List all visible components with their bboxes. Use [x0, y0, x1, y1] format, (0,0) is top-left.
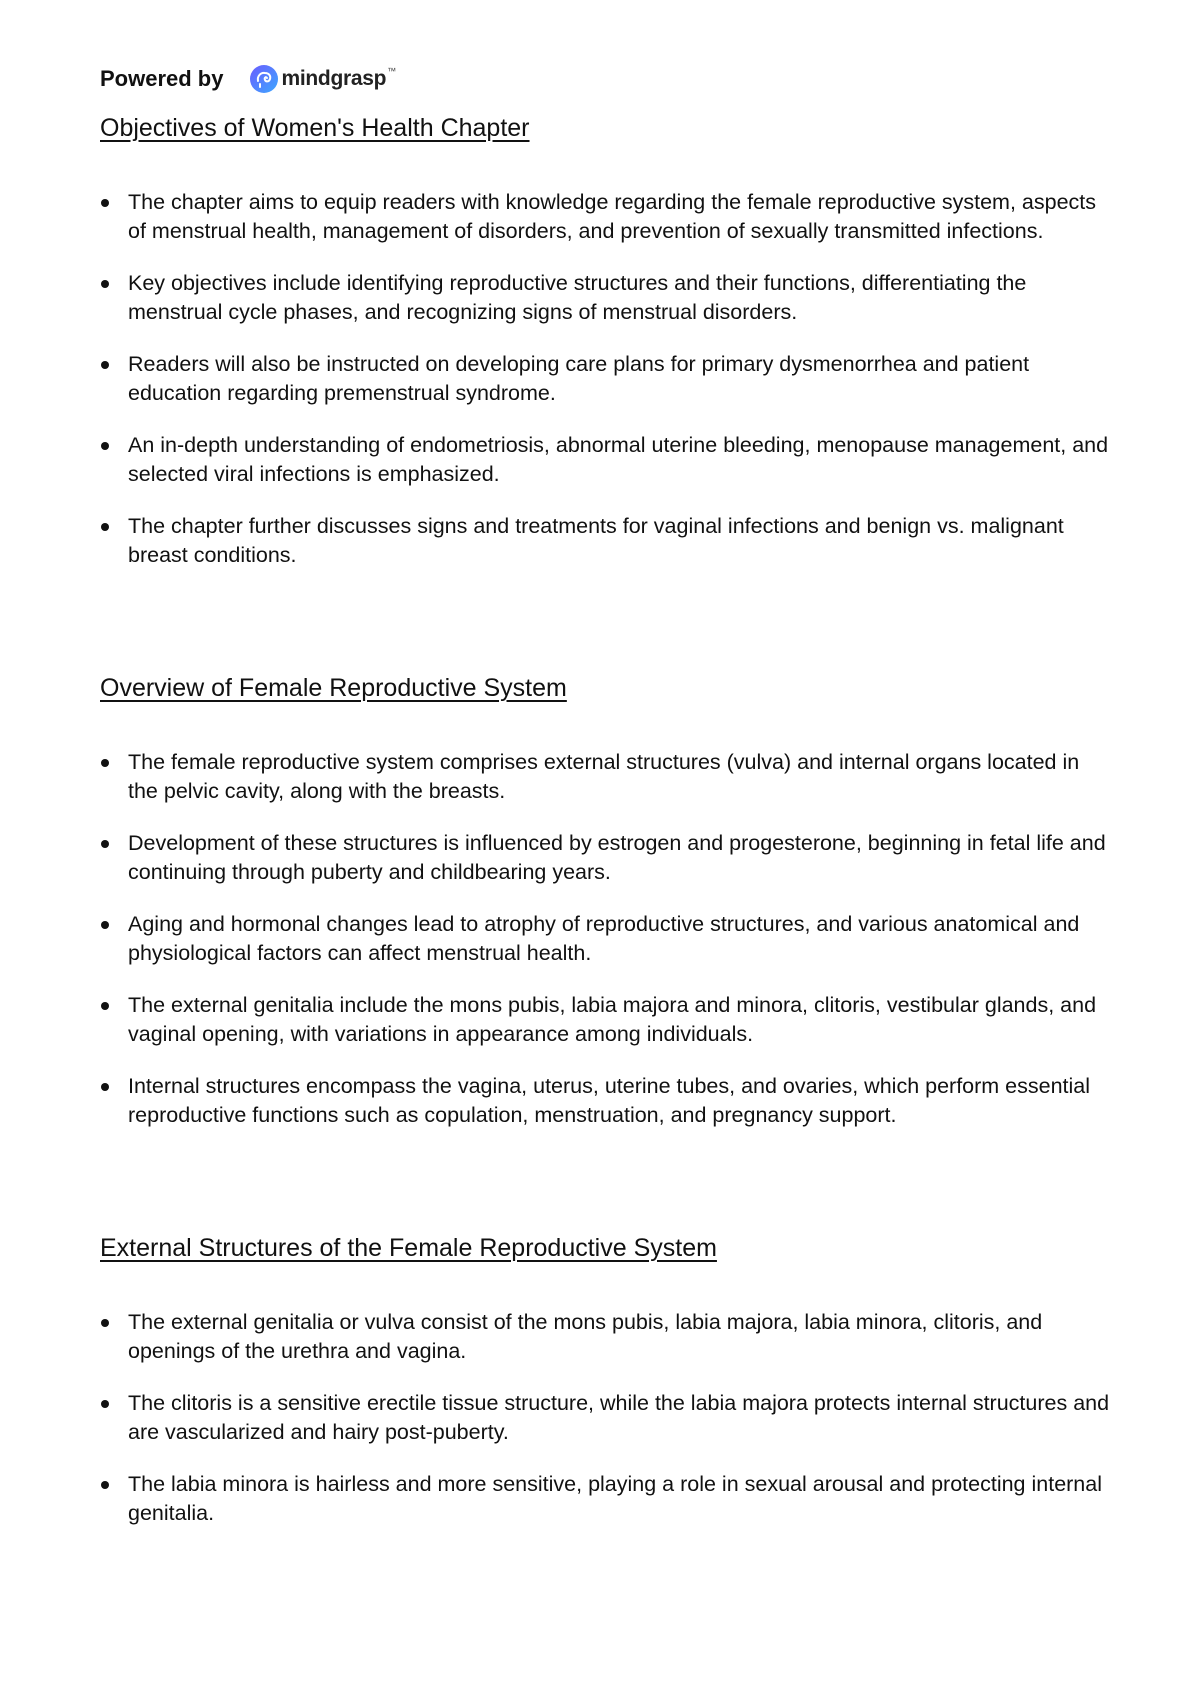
list-item — [100, 910, 1110, 968]
bullet-dot-icon — [101, 1002, 109, 1010]
list-item-text: The chapter aims to equip readers with knowledge regarding the female reproductive system, aspects of menstrual health, management of disorders, and prevention of sexually transmitted infections. — [128, 190, 1097, 243]
bullet-list — [100, 188, 1110, 570]
list-item — [100, 1308, 1110, 1366]
bullet-list — [100, 748, 1110, 1130]
list-item — [100, 1470, 1110, 1528]
section-heading: External Structures of the Female Reproductive System — [100, 1234, 717, 1262]
list-item-text: The chapter further discusses signs and treatments for vaginal infections and benign vs. malignant breast conditions. — [128, 514, 1064, 567]
list-item-text: Aging and hormonal changes lead to atrophy of reproductive structures, and various anatomical and physiological factors can affect menstrual health. — [128, 912, 1080, 965]
list-item — [100, 829, 1110, 887]
list-item-text: The external genitalia include the mons pubis, labia majora and minora, clitoris, vestibular glands, and vaginal opening, with variations in appearance among individuals. — [128, 993, 1097, 1046]
bullet-dot-icon — [101, 1481, 109, 1489]
bullet-dot-icon — [101, 1083, 109, 1091]
bullet-dot-icon — [101, 361, 109, 369]
list-item — [100, 512, 1110, 570]
bullet-dot-icon — [101, 523, 109, 531]
bullet-list — [100, 1308, 1110, 1528]
bullet-dot-icon — [101, 921, 109, 929]
list-item-text: The external genitalia or vulva consist of the mons pubis, labia majora, labia minora, clitoris, and openings of the urethra and vagina. — [128, 1310, 1043, 1363]
list-item-text: The labia minora is hairless and more sensitive, playing a role in sexual arousal and protecting internal genitalia. — [128, 1472, 1102, 1525]
list-item — [100, 1072, 1110, 1130]
list-item — [100, 991, 1110, 1049]
section-overview — [100, 673, 1110, 1130]
bullet-dot-icon — [101, 1319, 109, 1327]
section-external-structures — [100, 1233, 1110, 1528]
list-item — [100, 188, 1110, 246]
list-item-text: Readers will also be instructed on developing care plans for primary dysmenorrhea and patient education regarding premenstrual syndrome. — [128, 352, 1030, 405]
mindgrasp-logo — [249, 64, 396, 94]
section-objectives — [100, 113, 1110, 570]
logo-trademark: ™ — [387, 66, 397, 76]
bullet-dot-icon — [101, 1400, 109, 1408]
list-item-text: Key objectives include identifying reproductive structures and their functions, differentiating the menstrual cycle phases, and recognizing signs of menstrual disorders. — [128, 271, 1027, 324]
brain-icon — [249, 64, 279, 94]
bullet-dot-icon — [101, 759, 109, 767]
list-item — [100, 748, 1110, 806]
list-item-text: An in-depth understanding of endometriosis, abnormal uterine bleeding, menopause management, and selected viral infections is emphasized. — [128, 433, 1109, 486]
logo-wordmark: mindgrasp — [281, 67, 387, 90]
list-item — [100, 1389, 1110, 1447]
bullet-dot-icon — [101, 280, 109, 288]
list-item — [100, 431, 1110, 489]
list-item-text: The female reproductive system comprises external structures (vulva) and internal organs located in the pelvic cavity, along with the breasts. — [128, 750, 1080, 803]
bullet-dot-icon — [101, 199, 109, 207]
section-heading: Objectives of Women's Health Chapter — [100, 114, 530, 142]
powered-by-label: Powered by — [100, 66, 224, 91]
list-item — [100, 350, 1110, 408]
list-item-text: Internal structures encompass the vagina, uterus, uterine tubes, and ovaries, which perform essential reproductive functions such as copulation, menstruation, and pregnancy support. — [128, 1074, 1091, 1127]
bullet-dot-icon — [101, 840, 109, 848]
section-heading: Overview of Female Reproductive System — [100, 674, 567, 702]
list-item-text: Development of these structures is influenced by estrogen and progesterone, beginning in fetal life and continuing through puberty and childbearing years. — [128, 831, 1106, 884]
powered-by-banner — [100, 62, 396, 96]
bullet-dot-icon — [101, 442, 109, 450]
list-item — [100, 269, 1110, 327]
list-item-text: The clitoris is a sensitive erectile tissue structure, while the labia majora protects internal structures and are vascularized and hairy post-puberty. — [128, 1391, 1110, 1444]
